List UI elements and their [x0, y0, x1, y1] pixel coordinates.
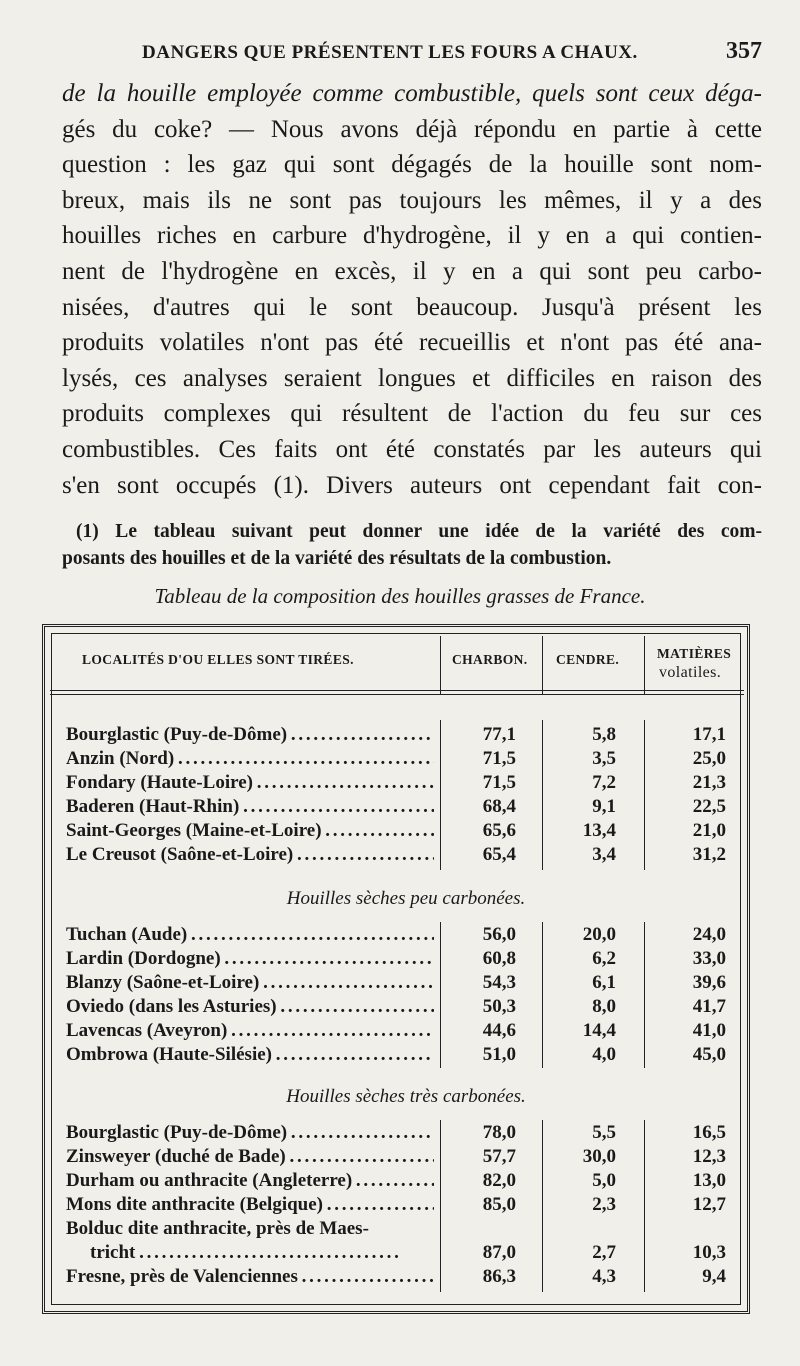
row-charbon: 78,0 [482, 1122, 516, 1143]
row-location: tricht . . . [66, 1242, 458, 1264]
row-cendre: 5,8 [592, 724, 616, 745]
row-matieres: 45,0 [692, 1044, 726, 1065]
footnote-line: (1) Le tableau suivant peut donner une idée de la variété des com- [76, 521, 762, 542]
body-line: nent de l'hydrogène en excès, il y en a qui sont peu carbo- [62, 257, 762, 285]
section-title: Houilles sèches très carbonées. [286, 1086, 526, 1107]
row-cendre: 30,0 [582, 1146, 616, 1167]
row-location: Baderen (Haut-Rhin) . . . [66, 796, 434, 818]
footnote [62, 518, 762, 572]
row-matieres: 31,2 [692, 844, 726, 865]
row-location: Ombrowa (Haute-Silésie) . . . [66, 1044, 434, 1066]
row-charbon: 86,3 [482, 1266, 516, 1287]
row-charbon: 65,6 [482, 820, 516, 841]
row-cendre: 4,3 [592, 1266, 616, 1287]
table-row [66, 1218, 746, 1241]
row-location: Bourglastic (Puy-de-Dôme) . . . [66, 724, 434, 746]
row-charbon: 82,0 [482, 1170, 516, 1191]
row-matieres: 24,0 [692, 924, 726, 945]
row-charbon: 71,5 [482, 772, 516, 793]
table-row [66, 1266, 746, 1289]
row-location: Bolduc dite anthracite, près de Maes- [66, 1218, 369, 1239]
row-location: Anzin (Nord) . . . [66, 748, 434, 770]
header-charbon: CHARBON. [452, 652, 528, 667]
row-charbon: 50,3 [482, 996, 516, 1017]
body-paragraph [62, 76, 762, 503]
row-location: Fresne, près de Valenciennes . . . [66, 1266, 434, 1288]
row-matieres: 39,6 [692, 972, 726, 993]
table-row [66, 844, 746, 867]
table-row [66, 820, 746, 843]
row-charbon: 44,6 [482, 1020, 516, 1041]
row-cendre: 2,3 [592, 1194, 616, 1215]
body-line: combustibles. Ces faits ont été constatés par les auteurs qui [62, 435, 762, 463]
row-location: Blanzy (Saône-et-Loire) . . . [66, 972, 434, 994]
row-charbon: 51,0 [482, 1044, 516, 1065]
row-cendre: 20,0 [582, 924, 616, 945]
row-charbon: 87,0 [482, 1242, 516, 1263]
table-row [66, 1020, 746, 1043]
running-head-title: DANGERS QUE PRÉSENTENT LES FOURS A CHAUX. [142, 42, 638, 63]
row-cendre: 4,0 [592, 1044, 616, 1065]
body-line: produits complexes qui résultent de l'action du feu sur ces [62, 400, 762, 428]
row-location: Zinsweyer (duché de Bade) . . . [66, 1146, 434, 1168]
row-location: Tuchan (Aude) . . . [66, 924, 434, 946]
body-line: produits volatiles n'ont pas été recueillis et n'ont pas été ana- [62, 329, 762, 357]
row-cendre: 3,5 [592, 748, 616, 769]
body-line: nisées, d'autres qui le sont beaucoup. Jusqu'à présent les [62, 293, 762, 321]
table-row [66, 948, 746, 971]
table-row [66, 748, 746, 771]
row-cendre: 8,0 [592, 996, 616, 1017]
row-charbon: 68,4 [482, 796, 516, 817]
row-cendre: 2,7 [592, 1242, 616, 1263]
row-cendre: 3,4 [592, 844, 616, 865]
row-cendre: 9,1 [592, 796, 616, 817]
row-location: Durham ou anthracite (Angleterre) . . . [66, 1170, 434, 1192]
row-matieres: 16,5 [692, 1122, 726, 1143]
row-location: Fondary (Haute-Loire) . . . [66, 772, 434, 794]
row-cendre: 13,4 [582, 820, 616, 841]
table-row [66, 772, 746, 795]
body-line: gés du coke? — Nous avons déjà répondu en partie à cette [62, 115, 762, 143]
header-location: LOCALITÉS D'OU ELLES SONT TIRÉES. [82, 652, 354, 667]
row-charbon: 60,8 [482, 948, 516, 969]
section-title: Houilles sèches peu carbonées. [286, 888, 526, 909]
row-charbon: 57,7 [482, 1146, 516, 1167]
row-cendre: 6,2 [592, 948, 616, 969]
body-line: houilles riches en carbure d'hydrogène, il y en a qui contien- [62, 222, 762, 250]
row-matieres: 33,0 [692, 948, 726, 969]
row-matieres: 12,7 [692, 1194, 726, 1215]
header-rule-thin [50, 694, 744, 695]
table-row [66, 924, 746, 947]
row-cendre: 5,5 [592, 1122, 616, 1143]
table-row [66, 1170, 746, 1193]
page-number: 357 [726, 38, 762, 64]
running-head [72, 38, 762, 65]
row-location: Le Creusot (Saône-et-Loire) . . . [66, 844, 434, 866]
row-charbon: 56,0 [482, 924, 516, 945]
header-cendre: CENDRE. [556, 652, 620, 667]
row-cendre: 7,2 [592, 772, 616, 793]
table-row [66, 972, 746, 995]
row-matieres: 41,0 [692, 1020, 726, 1041]
table-row [66, 996, 746, 1019]
header-col-divider [644, 636, 645, 694]
row-matieres: 10,3 [692, 1242, 726, 1263]
row-charbon: 85,0 [482, 1194, 516, 1215]
body-line: question : les gaz qui sont dégagés de la houille sont nom- [62, 151, 762, 179]
row-cendre: 5,0 [592, 1170, 616, 1191]
row-matieres: 17,1 [692, 724, 726, 745]
row-location: Mons dite anthracite (Belgique) . . . [66, 1194, 434, 1216]
body-line: breux, mais ils ne sont pas toujours les mêmes, il y a des [62, 186, 762, 214]
row-location: Oviedo (dans les Asturies) . . . [66, 996, 434, 1018]
table-row [66, 724, 746, 747]
row-location: Saint-Georges (Maine-et-Loire) . . . [66, 820, 434, 842]
row-cendre: 6,1 [592, 972, 616, 993]
row-charbon: 65,4 [482, 844, 516, 865]
row-charbon: 54,3 [482, 972, 516, 993]
footnote-line: posants des houilles et de la variété des résultats de la combustion. [62, 548, 612, 569]
row-matieres: 9,4 [702, 1266, 726, 1287]
row-charbon: 71,5 [482, 748, 516, 769]
row-cendre: 14,4 [582, 1020, 616, 1041]
table-row [66, 796, 746, 819]
row-location: Lardin (Dordogne) . . . [66, 948, 434, 970]
header-matieres-1: MATIÈRES [657, 646, 732, 661]
header-matieres-2: volatiles. [659, 664, 722, 681]
row-matieres: 21,0 [692, 820, 726, 841]
table-row [66, 1146, 746, 1169]
body-line: de la houille employée comme combustible, quels sont ceux déga- [62, 80, 762, 107]
row-matieres: 13,0 [692, 1170, 726, 1191]
table-row [66, 1044, 746, 1067]
row-matieres: 12,3 [692, 1146, 726, 1167]
body-line: lysés, ces analyses seraient longues et difficiles en raison des [62, 364, 762, 392]
row-matieres: 22,5 [692, 796, 726, 817]
body-line: s'en sont occupés (1). Divers auteurs ont cependant fait con- [62, 471, 762, 499]
row-location: Lavencas (Aveyron) . . . [66, 1020, 434, 1042]
table-row [66, 1194, 746, 1217]
row-matieres: 21,3 [692, 772, 726, 793]
row-matieres: 25,0 [692, 748, 726, 769]
row-charbon: 77,1 [482, 724, 516, 745]
table-row [66, 1242, 746, 1265]
header-rule [50, 690, 744, 691]
table-row [66, 1122, 746, 1145]
table-caption: Tableau de la composition des houilles grasses de France. [154, 584, 646, 608]
header-col-divider [542, 636, 543, 694]
row-location: Bourglastic (Puy-de-Dôme) . . . [66, 1122, 434, 1144]
header-col-divider [440, 636, 441, 694]
row-matieres: 41,7 [692, 996, 726, 1017]
